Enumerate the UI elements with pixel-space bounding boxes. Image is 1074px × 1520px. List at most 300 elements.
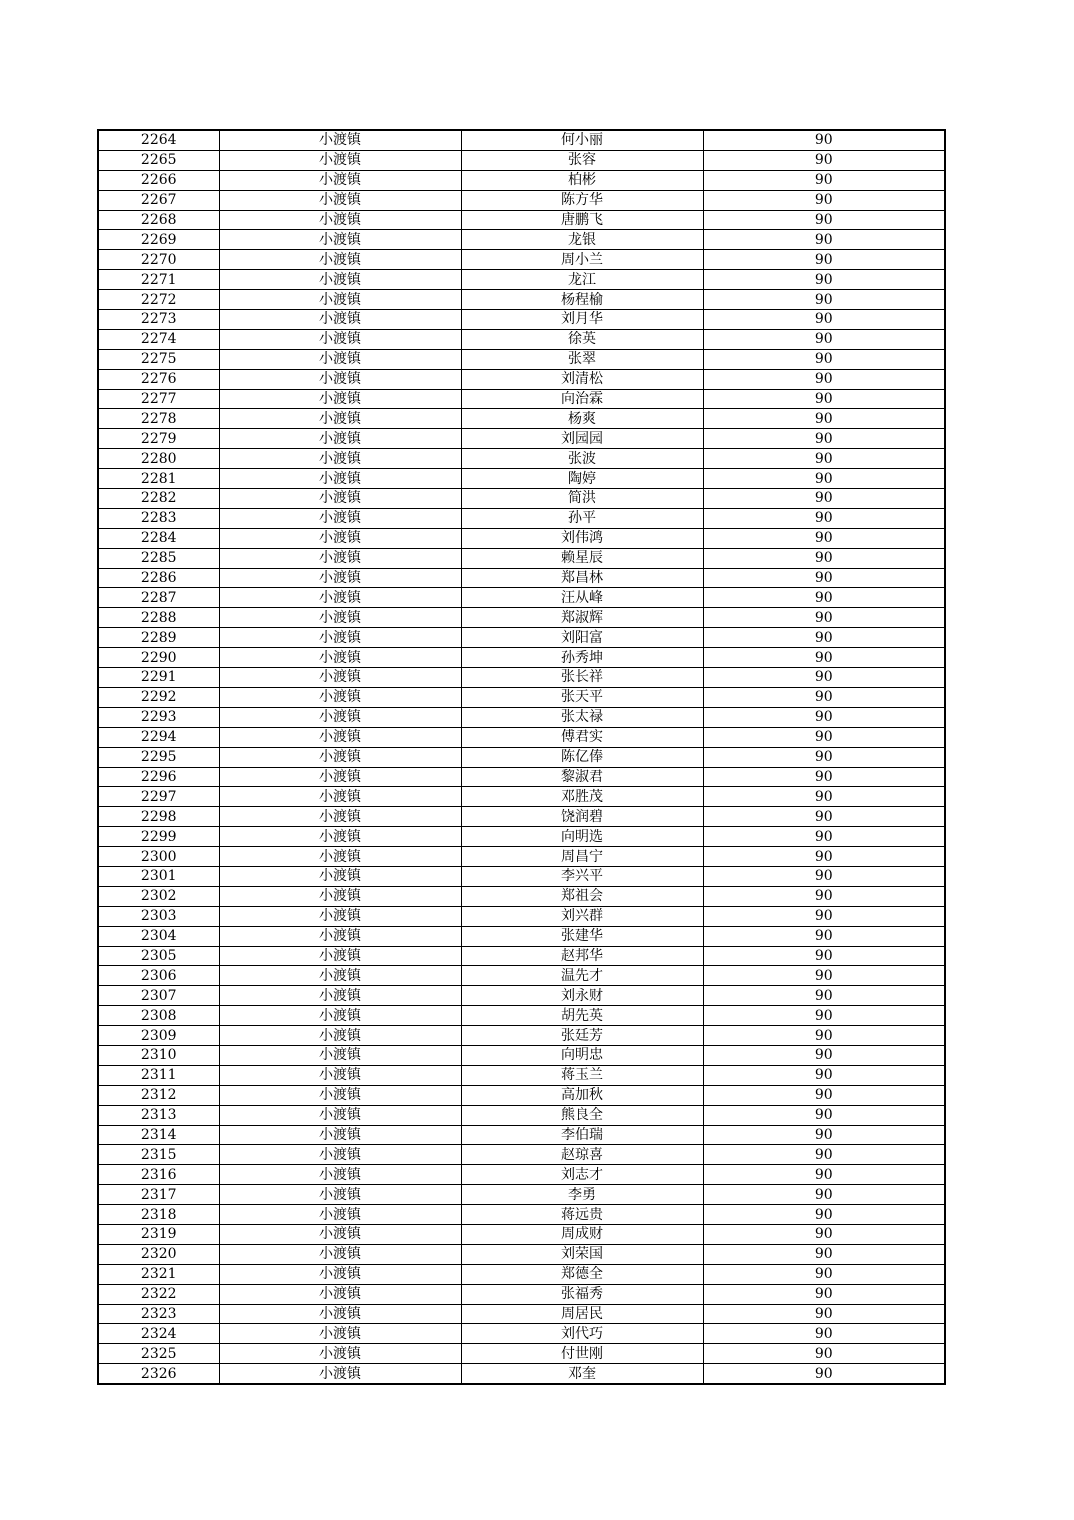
score-cell: 90 bbox=[703, 1304, 945, 1324]
table-row bbox=[98, 787, 945, 807]
row-number-cell: 2318 bbox=[98, 1205, 219, 1225]
town-cell: 小渡镇 bbox=[219, 628, 461, 648]
score-cell: 90 bbox=[703, 310, 945, 330]
row-number-cell: 2306 bbox=[98, 966, 219, 986]
score-cell: 90 bbox=[703, 290, 945, 310]
table-row bbox=[98, 369, 945, 389]
score-cell: 90 bbox=[703, 548, 945, 568]
name-cell: 张容 bbox=[461, 150, 703, 170]
table-row bbox=[98, 210, 945, 230]
name-cell: 温先才 bbox=[461, 966, 703, 986]
name-cell: 刘永财 bbox=[461, 986, 703, 1006]
town-cell: 小渡镇 bbox=[219, 190, 461, 210]
name-cell: 唐鹏飞 bbox=[461, 210, 703, 230]
score-cell: 90 bbox=[703, 1185, 945, 1205]
town-cell: 小渡镇 bbox=[219, 926, 461, 946]
town-cell: 小渡镇 bbox=[219, 210, 461, 230]
row-number-cell: 2287 bbox=[98, 588, 219, 608]
score-cell: 90 bbox=[703, 1165, 945, 1185]
table-row bbox=[98, 628, 945, 648]
name-cell: 刘园园 bbox=[461, 429, 703, 449]
town-cell: 小渡镇 bbox=[219, 747, 461, 767]
town-cell: 小渡镇 bbox=[219, 1205, 461, 1225]
name-cell: 陶婷 bbox=[461, 469, 703, 489]
row-number-cell: 2307 bbox=[98, 986, 219, 1006]
table-row bbox=[98, 906, 945, 926]
name-cell: 黎淑君 bbox=[461, 767, 703, 787]
row-number-cell: 2324 bbox=[98, 1324, 219, 1344]
town-cell: 小渡镇 bbox=[219, 528, 461, 548]
town-cell: 小渡镇 bbox=[219, 866, 461, 886]
name-cell: 张建华 bbox=[461, 926, 703, 946]
name-cell: 孙秀坤 bbox=[461, 648, 703, 668]
score-cell: 90 bbox=[703, 230, 945, 250]
row-number-cell: 2272 bbox=[98, 290, 219, 310]
row-number-cell: 2301 bbox=[98, 866, 219, 886]
score-cell: 90 bbox=[703, 449, 945, 469]
town-cell: 小渡镇 bbox=[219, 270, 461, 290]
row-number-cell: 2302 bbox=[98, 886, 219, 906]
table-row bbox=[98, 508, 945, 528]
score-cell: 90 bbox=[703, 1125, 945, 1145]
table-row bbox=[98, 528, 945, 548]
town-cell: 小渡镇 bbox=[219, 170, 461, 190]
table-row bbox=[98, 130, 945, 150]
score-cell: 90 bbox=[703, 966, 945, 986]
row-number-cell: 2267 bbox=[98, 190, 219, 210]
town-cell: 小渡镇 bbox=[219, 508, 461, 528]
score-cell: 90 bbox=[703, 389, 945, 409]
table-row bbox=[98, 409, 945, 429]
row-number-cell: 2309 bbox=[98, 1026, 219, 1046]
row-number-cell: 2277 bbox=[98, 389, 219, 409]
score-cell: 90 bbox=[703, 906, 945, 926]
score-cell: 90 bbox=[703, 270, 945, 290]
score-cell: 90 bbox=[703, 687, 945, 707]
town-cell: 小渡镇 bbox=[219, 329, 461, 349]
name-cell: 周成财 bbox=[461, 1224, 703, 1244]
table-row bbox=[98, 1125, 945, 1145]
town-cell: 小渡镇 bbox=[219, 687, 461, 707]
table-row bbox=[98, 429, 945, 449]
score-cell: 90 bbox=[703, 1205, 945, 1225]
name-cell: 郑祖会 bbox=[461, 886, 703, 906]
town-cell: 小渡镇 bbox=[219, 966, 461, 986]
table-row bbox=[98, 1105, 945, 1125]
score-cell: 90 bbox=[703, 250, 945, 270]
town-cell: 小渡镇 bbox=[219, 230, 461, 250]
table-row bbox=[98, 290, 945, 310]
score-cell: 90 bbox=[703, 1026, 945, 1046]
name-cell: 刘月华 bbox=[461, 310, 703, 330]
name-cell: 饶润碧 bbox=[461, 807, 703, 827]
score-cell: 90 bbox=[703, 1244, 945, 1264]
town-cell: 小渡镇 bbox=[219, 906, 461, 926]
town-cell: 小渡镇 bbox=[219, 1304, 461, 1324]
score-cell: 90 bbox=[703, 986, 945, 1006]
row-number-cell: 2298 bbox=[98, 807, 219, 827]
name-cell: 刘荣国 bbox=[461, 1244, 703, 1264]
name-cell: 蒋远贵 bbox=[461, 1205, 703, 1225]
row-number-cell: 2320 bbox=[98, 1244, 219, 1264]
row-number-cell: 2308 bbox=[98, 1006, 219, 1026]
name-cell: 胡先英 bbox=[461, 1006, 703, 1026]
town-cell: 小渡镇 bbox=[219, 1324, 461, 1344]
table-row bbox=[98, 1065, 945, 1085]
name-cell: 龙银 bbox=[461, 230, 703, 250]
table-row bbox=[98, 1006, 945, 1026]
row-number-cell: 2294 bbox=[98, 727, 219, 747]
score-cell: 90 bbox=[703, 369, 945, 389]
table-row bbox=[98, 230, 945, 250]
name-cell: 赖星辰 bbox=[461, 548, 703, 568]
row-number-cell: 2270 bbox=[98, 250, 219, 270]
table-row bbox=[98, 966, 945, 986]
town-cell: 小渡镇 bbox=[219, 1264, 461, 1284]
town-cell: 小渡镇 bbox=[219, 250, 461, 270]
row-number-cell: 2319 bbox=[98, 1224, 219, 1244]
table-row bbox=[98, 1185, 945, 1205]
name-cell: 张廷芳 bbox=[461, 1026, 703, 1046]
town-cell: 小渡镇 bbox=[219, 807, 461, 827]
name-cell: 杨爽 bbox=[461, 409, 703, 429]
town-cell: 小渡镇 bbox=[219, 369, 461, 389]
name-cell: 邓奎 bbox=[461, 1364, 703, 1384]
name-cell: 张翠 bbox=[461, 349, 703, 369]
table-row bbox=[98, 807, 945, 827]
name-cell: 柏彬 bbox=[461, 170, 703, 190]
data-table bbox=[97, 129, 946, 1385]
score-cell: 90 bbox=[703, 1364, 945, 1384]
score-cell: 90 bbox=[703, 1284, 945, 1304]
score-cell: 90 bbox=[703, 568, 945, 588]
score-cell: 90 bbox=[703, 409, 945, 429]
town-cell: 小渡镇 bbox=[219, 1244, 461, 1264]
name-cell: 高加秋 bbox=[461, 1085, 703, 1105]
score-cell: 90 bbox=[703, 190, 945, 210]
row-number-cell: 2304 bbox=[98, 926, 219, 946]
score-cell: 90 bbox=[703, 886, 945, 906]
name-cell: 孙平 bbox=[461, 508, 703, 528]
name-cell: 郑德全 bbox=[461, 1264, 703, 1284]
name-cell: 徐英 bbox=[461, 329, 703, 349]
name-cell: 李伯瑞 bbox=[461, 1125, 703, 1145]
table-row bbox=[98, 886, 945, 906]
town-cell: 小渡镇 bbox=[219, 1165, 461, 1185]
name-cell: 何小丽 bbox=[461, 130, 703, 150]
row-number-cell: 2290 bbox=[98, 648, 219, 668]
name-cell: 蒋玉兰 bbox=[461, 1065, 703, 1085]
name-cell: 李兴平 bbox=[461, 866, 703, 886]
town-cell: 小渡镇 bbox=[219, 469, 461, 489]
town-cell: 小渡镇 bbox=[219, 946, 461, 966]
row-number-cell: 2323 bbox=[98, 1304, 219, 1324]
town-cell: 小渡镇 bbox=[219, 489, 461, 509]
table-row bbox=[98, 847, 945, 867]
table-row bbox=[98, 687, 945, 707]
row-number-cell: 2297 bbox=[98, 787, 219, 807]
row-number-cell: 2289 bbox=[98, 628, 219, 648]
score-cell: 90 bbox=[703, 130, 945, 150]
table-row bbox=[98, 489, 945, 509]
row-number-cell: 2300 bbox=[98, 847, 219, 867]
town-cell: 小渡镇 bbox=[219, 1145, 461, 1165]
table-row bbox=[98, 1145, 945, 1165]
name-cell: 张波 bbox=[461, 449, 703, 469]
row-number-cell: 2316 bbox=[98, 1165, 219, 1185]
score-cell: 90 bbox=[703, 489, 945, 509]
row-number-cell: 2299 bbox=[98, 827, 219, 847]
town-cell: 小渡镇 bbox=[219, 986, 461, 1006]
town-cell: 小渡镇 bbox=[219, 668, 461, 688]
town-cell: 小渡镇 bbox=[219, 548, 461, 568]
name-cell: 刘代巧 bbox=[461, 1324, 703, 1344]
row-number-cell: 2275 bbox=[98, 349, 219, 369]
score-cell: 90 bbox=[703, 926, 945, 946]
row-number-cell: 2292 bbox=[98, 687, 219, 707]
score-cell: 90 bbox=[703, 1264, 945, 1284]
name-cell: 赵琼喜 bbox=[461, 1145, 703, 1165]
town-cell: 小渡镇 bbox=[219, 1344, 461, 1364]
name-cell: 陈亿俸 bbox=[461, 747, 703, 767]
score-cell: 90 bbox=[703, 1045, 945, 1065]
town-cell: 小渡镇 bbox=[219, 608, 461, 628]
table-row bbox=[98, 190, 945, 210]
score-cell: 90 bbox=[703, 787, 945, 807]
town-cell: 小渡镇 bbox=[219, 847, 461, 867]
town-cell: 小渡镇 bbox=[219, 389, 461, 409]
town-cell: 小渡镇 bbox=[219, 1045, 461, 1065]
table-row bbox=[98, 150, 945, 170]
score-cell: 90 bbox=[703, 807, 945, 827]
name-cell: 邓胜茂 bbox=[461, 787, 703, 807]
row-number-cell: 2314 bbox=[98, 1125, 219, 1145]
town-cell: 小渡镇 bbox=[219, 409, 461, 429]
name-cell: 张福秀 bbox=[461, 1284, 703, 1304]
town-cell: 小渡镇 bbox=[219, 290, 461, 310]
score-cell: 90 bbox=[703, 1105, 945, 1125]
table-row bbox=[98, 1165, 945, 1185]
table-row bbox=[98, 1045, 945, 1065]
table-row bbox=[98, 747, 945, 767]
score-cell: 90 bbox=[703, 946, 945, 966]
table-row bbox=[98, 1304, 945, 1324]
town-cell: 小渡镇 bbox=[219, 827, 461, 847]
score-cell: 90 bbox=[703, 1344, 945, 1364]
row-number-cell: 2273 bbox=[98, 310, 219, 330]
town-cell: 小渡镇 bbox=[219, 707, 461, 727]
name-cell: 付世刚 bbox=[461, 1344, 703, 1364]
table-row bbox=[98, 329, 945, 349]
name-cell: 陈方华 bbox=[461, 190, 703, 210]
town-cell: 小渡镇 bbox=[219, 767, 461, 787]
name-cell: 熊良全 bbox=[461, 1105, 703, 1125]
score-cell: 90 bbox=[703, 210, 945, 230]
town-cell: 小渡镇 bbox=[219, 648, 461, 668]
row-number-cell: 2286 bbox=[98, 568, 219, 588]
table-row bbox=[98, 568, 945, 588]
score-cell: 90 bbox=[703, 329, 945, 349]
name-cell: 郑淑辉 bbox=[461, 608, 703, 628]
row-number-cell: 2274 bbox=[98, 329, 219, 349]
score-cell: 90 bbox=[703, 628, 945, 648]
town-cell: 小渡镇 bbox=[219, 568, 461, 588]
score-cell: 90 bbox=[703, 1065, 945, 1085]
town-cell: 小渡镇 bbox=[219, 1105, 461, 1125]
table-row bbox=[98, 469, 945, 489]
name-cell: 李勇 bbox=[461, 1185, 703, 1205]
table-row bbox=[98, 827, 945, 847]
table-row bbox=[98, 310, 945, 330]
town-cell: 小渡镇 bbox=[219, 886, 461, 906]
row-number-cell: 2269 bbox=[98, 230, 219, 250]
row-number-cell: 2310 bbox=[98, 1045, 219, 1065]
town-cell: 小渡镇 bbox=[219, 1065, 461, 1085]
row-number-cell: 2325 bbox=[98, 1344, 219, 1364]
score-cell: 90 bbox=[703, 668, 945, 688]
town-cell: 小渡镇 bbox=[219, 130, 461, 150]
town-cell: 小渡镇 bbox=[219, 727, 461, 747]
row-number-cell: 2265 bbox=[98, 150, 219, 170]
score-cell: 90 bbox=[703, 150, 945, 170]
score-cell: 90 bbox=[703, 1006, 945, 1026]
table-row bbox=[98, 668, 945, 688]
score-cell: 90 bbox=[703, 1145, 945, 1165]
row-number-cell: 2282 bbox=[98, 489, 219, 509]
town-cell: 小渡镇 bbox=[219, 1185, 461, 1205]
table-row bbox=[98, 986, 945, 1006]
table-row bbox=[98, 389, 945, 409]
table-row bbox=[98, 707, 945, 727]
table-row bbox=[98, 588, 945, 608]
score-cell: 90 bbox=[703, 1085, 945, 1105]
table-row bbox=[98, 1264, 945, 1284]
table-row bbox=[98, 608, 945, 628]
town-cell: 小渡镇 bbox=[219, 787, 461, 807]
row-number-cell: 2326 bbox=[98, 1364, 219, 1384]
table-row bbox=[98, 767, 945, 787]
name-cell: 刘伟鸿 bbox=[461, 528, 703, 548]
row-number-cell: 2276 bbox=[98, 369, 219, 389]
name-cell: 刘兴群 bbox=[461, 906, 703, 926]
score-cell: 90 bbox=[703, 588, 945, 608]
score-cell: 90 bbox=[703, 1224, 945, 1244]
town-cell: 小渡镇 bbox=[219, 150, 461, 170]
table-row bbox=[98, 866, 945, 886]
name-cell: 赵邦华 bbox=[461, 946, 703, 966]
row-number-cell: 2321 bbox=[98, 1264, 219, 1284]
score-cell: 90 bbox=[703, 170, 945, 190]
town-cell: 小渡镇 bbox=[219, 449, 461, 469]
name-cell: 张长祥 bbox=[461, 668, 703, 688]
name-cell: 刘志才 bbox=[461, 1165, 703, 1185]
name-cell: 张天平 bbox=[461, 687, 703, 707]
table-row bbox=[98, 1284, 945, 1304]
score-cell: 90 bbox=[703, 747, 945, 767]
row-number-cell: 2303 bbox=[98, 906, 219, 926]
row-number-cell: 2291 bbox=[98, 668, 219, 688]
name-cell: 向明忠 bbox=[461, 1045, 703, 1065]
name-cell: 郑昌林 bbox=[461, 568, 703, 588]
table-row bbox=[98, 250, 945, 270]
score-cell: 90 bbox=[703, 608, 945, 628]
table-row bbox=[98, 1324, 945, 1344]
town-cell: 小渡镇 bbox=[219, 1224, 461, 1244]
row-number-cell: 2280 bbox=[98, 449, 219, 469]
name-cell: 龙江 bbox=[461, 270, 703, 290]
name-cell: 简洪 bbox=[461, 489, 703, 509]
score-cell: 90 bbox=[703, 508, 945, 528]
score-cell: 90 bbox=[703, 528, 945, 548]
row-number-cell: 2264 bbox=[98, 130, 219, 150]
score-cell: 90 bbox=[703, 707, 945, 727]
table-row bbox=[98, 926, 945, 946]
name-cell: 刘清松 bbox=[461, 369, 703, 389]
row-number-cell: 2268 bbox=[98, 210, 219, 230]
name-cell: 刘阳富 bbox=[461, 628, 703, 648]
name-cell: 汪从峰 bbox=[461, 588, 703, 608]
name-cell: 张太禄 bbox=[461, 707, 703, 727]
row-number-cell: 2271 bbox=[98, 270, 219, 290]
town-cell: 小渡镇 bbox=[219, 310, 461, 330]
town-cell: 小渡镇 bbox=[219, 429, 461, 449]
name-cell: 向治霖 bbox=[461, 389, 703, 409]
row-number-cell: 2311 bbox=[98, 1065, 219, 1085]
table-body bbox=[98, 130, 945, 1384]
town-cell: 小渡镇 bbox=[219, 1125, 461, 1145]
score-cell: 90 bbox=[703, 429, 945, 449]
row-number-cell: 2322 bbox=[98, 1284, 219, 1304]
table-row bbox=[98, 548, 945, 568]
row-number-cell: 2317 bbox=[98, 1185, 219, 1205]
row-number-cell: 2285 bbox=[98, 548, 219, 568]
table-row bbox=[98, 727, 945, 747]
town-cell: 小渡镇 bbox=[219, 349, 461, 369]
table-row bbox=[98, 1085, 945, 1105]
row-number-cell: 2296 bbox=[98, 767, 219, 787]
town-cell: 小渡镇 bbox=[219, 1085, 461, 1105]
table-row bbox=[98, 1364, 945, 1384]
table-row bbox=[98, 1344, 945, 1364]
town-cell: 小渡镇 bbox=[219, 1026, 461, 1046]
row-number-cell: 2295 bbox=[98, 747, 219, 767]
table-row bbox=[98, 349, 945, 369]
table-row bbox=[98, 270, 945, 290]
score-cell: 90 bbox=[703, 1324, 945, 1344]
table-row bbox=[98, 170, 945, 190]
row-number-cell: 2313 bbox=[98, 1105, 219, 1125]
table-row bbox=[98, 946, 945, 966]
table-row bbox=[98, 1205, 945, 1225]
table-row bbox=[98, 1244, 945, 1264]
table-row bbox=[98, 1224, 945, 1244]
score-cell: 90 bbox=[703, 349, 945, 369]
name-cell: 杨程榆 bbox=[461, 290, 703, 310]
row-number-cell: 2315 bbox=[98, 1145, 219, 1165]
table-row bbox=[98, 449, 945, 469]
row-number-cell: 2312 bbox=[98, 1085, 219, 1105]
row-number-cell: 2305 bbox=[98, 946, 219, 966]
row-number-cell: 2284 bbox=[98, 528, 219, 548]
name-cell: 周小兰 bbox=[461, 250, 703, 270]
row-number-cell: 2293 bbox=[98, 707, 219, 727]
score-cell: 90 bbox=[703, 827, 945, 847]
row-number-cell: 2279 bbox=[98, 429, 219, 449]
name-cell: 周昌宁 bbox=[461, 847, 703, 867]
table-row bbox=[98, 1026, 945, 1046]
row-number-cell: 2278 bbox=[98, 409, 219, 429]
row-number-cell: 2288 bbox=[98, 608, 219, 628]
